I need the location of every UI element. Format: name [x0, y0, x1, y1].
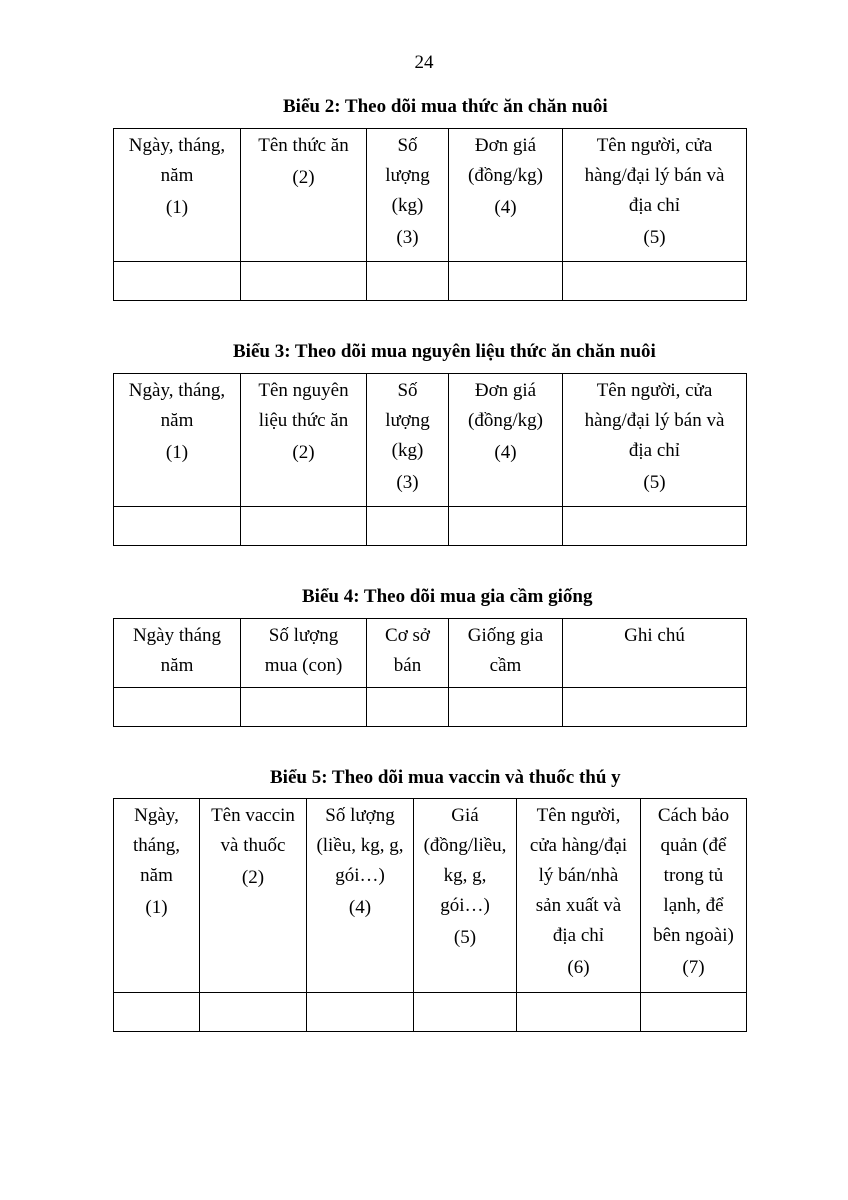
header-line: (liều, kg, g, [316, 835, 404, 856]
header-line: Đơn giá [474, 135, 537, 156]
header-line: (kg) [391, 195, 424, 216]
table-3-header-cell [563, 374, 747, 507]
header-line: năm [140, 865, 173, 886]
header-line: quản (để [660, 835, 727, 856]
table-4-empty-cell [114, 688, 241, 727]
page-number: 24 [414, 52, 434, 73]
table-4-header-cell [241, 619, 367, 688]
header-line: (3) [396, 227, 419, 248]
header-cell-text [641, 799, 746, 983]
table-5-empty-cell [641, 993, 747, 1032]
header-line: và thuốc [220, 835, 286, 856]
header-cell-text [114, 799, 199, 923]
table-5-empty-cell [114, 993, 200, 1032]
table-4-header-row [114, 619, 747, 688]
table-4-empty-cell [367, 688, 449, 727]
header-line: bên ngoài) [653, 925, 734, 946]
table-3-empty-row [114, 507, 747, 546]
header-cell-text [114, 129, 240, 223]
header-line: Tên người, [536, 805, 621, 826]
header-line: Ghi chú [624, 625, 685, 646]
header-line: Số [397, 135, 418, 156]
header-line: bán [393, 655, 422, 676]
header-cell-text [241, 619, 366, 681]
header-cell-text [563, 374, 746, 498]
header-line: (5) [643, 472, 666, 493]
table-4-header-cell [367, 619, 449, 688]
header-line: (4) [348, 897, 372, 918]
table-2-header-row [114, 129, 747, 262]
header-line: địa chỉ [628, 195, 681, 216]
header-line: (đồng/kg) [468, 410, 543, 431]
table-4-empty-row [114, 688, 747, 727]
table-4 [113, 618, 747, 727]
table-2-header-cell [563, 129, 747, 262]
header-line: kg, g, [443, 865, 487, 886]
header-line: (6) [567, 957, 590, 978]
header-line: tháng, [133, 835, 180, 856]
table-4-empty-cell [563, 688, 747, 727]
header-line: Số lượng [325, 805, 395, 826]
header-line: năm [160, 655, 194, 676]
table-3-empty-cell [114, 507, 241, 546]
table-2-title: Biểu 2: Theo dõi mua thức ăn chăn nuôi [283, 96, 608, 117]
header-line: (5) [453, 927, 477, 948]
table-3-empty-cell [449, 507, 563, 546]
header-cell-text [563, 129, 746, 253]
header-line: năm [160, 165, 194, 186]
header-line: Ngày, tháng, [128, 380, 226, 401]
header-line: (2) [292, 167, 315, 188]
table-5-title: Biểu 5: Theo dõi mua vaccin và thuốc thú y [270, 767, 621, 788]
header-line: Số lượng [268, 625, 339, 646]
table-3-header-cell [241, 374, 367, 507]
header-line: Tên người, cửa [596, 380, 713, 401]
header-line: Giống gia [467, 625, 544, 646]
table-3-empty-cell [563, 507, 747, 546]
header-line: (đồng/kg) [468, 165, 543, 186]
header-line: mua (con) [264, 655, 343, 676]
table-5-header-cell [517, 799, 641, 993]
header-line: gói…) [440, 895, 490, 916]
header-cell-text [367, 374, 448, 498]
header-line: (2) [241, 867, 265, 888]
header-line: năm [160, 410, 194, 431]
table-5-header-cell [641, 799, 747, 993]
header-cell-text [563, 619, 746, 651]
header-line: trong tủ [663, 865, 724, 886]
table-5-header-row [114, 799, 747, 993]
header-line: lượng [385, 165, 430, 186]
header-line: sản xuất và [535, 895, 622, 916]
table-4-empty-cell [449, 688, 563, 727]
header-cell-text [114, 619, 240, 681]
table-4-header-cell [563, 619, 747, 688]
table-2-header-cell [114, 129, 241, 262]
table-2-empty-cell [367, 262, 449, 301]
header-cell-text [449, 374, 562, 468]
table-4-title: Biểu 4: Theo dõi mua gia cầm giống [302, 586, 593, 607]
header-line: Ngày, tháng, [128, 135, 226, 156]
table-3-header-cell [114, 374, 241, 507]
header-cell-text [367, 129, 448, 253]
table-2-empty-cell [563, 262, 747, 301]
table-3-header-cell [449, 374, 563, 507]
header-line: cửa hàng/đại [529, 835, 628, 856]
header-line: (4) [494, 442, 517, 463]
header-line: Đơn giá [474, 380, 537, 401]
header-line: (2) [292, 442, 315, 463]
table-5-empty-row [114, 993, 747, 1032]
table-3-header-cell [367, 374, 449, 507]
header-cell-text [449, 129, 562, 223]
table-5-empty-cell [200, 993, 307, 1032]
header-cell-text [449, 619, 562, 681]
header-cell-text [307, 799, 413, 923]
header-line: liệu thức ăn [258, 410, 349, 431]
header-line: Cơ sở [385, 625, 430, 646]
table-5-empty-cell [414, 993, 517, 1032]
table-2-header-cell [241, 129, 367, 262]
header-line: (4) [494, 197, 517, 218]
header-line: Tên người, cửa [596, 135, 713, 156]
table-3-header-row [114, 374, 747, 507]
header-line: Giá [451, 805, 479, 826]
table-2-header-cell [449, 129, 563, 262]
header-line: (1) [165, 442, 189, 463]
table-5-header-cell [200, 799, 307, 993]
header-line: Tên thức ăn [258, 135, 349, 156]
header-cell-text [367, 619, 448, 681]
header-line: Tên vaccin [211, 805, 295, 826]
table-5-header-cell [414, 799, 517, 993]
header-line: địa chỉ [552, 925, 605, 946]
table-2-empty-cell [241, 262, 367, 301]
header-line: Ngày tháng [132, 625, 222, 646]
table-3-empty-cell [241, 507, 367, 546]
header-cell-text [517, 799, 640, 983]
header-cell-text [200, 799, 306, 893]
table-5-empty-cell [307, 993, 414, 1032]
header-cell-text [241, 129, 366, 193]
header-line: địa chỉ [628, 440, 681, 461]
table-2-header-cell [367, 129, 449, 262]
header-line: lý bán/nhà [538, 865, 619, 886]
header-line: (kg) [391, 440, 424, 461]
table-2-empty-cell [449, 262, 563, 301]
table-5 [113, 798, 747, 1032]
header-line: (3) [396, 472, 419, 493]
header-line: cầm [489, 655, 522, 676]
table-5-empty-cell [517, 993, 641, 1032]
table-2-empty-row [114, 262, 747, 301]
table-3-title: Biểu 3: Theo dõi mua nguyên liệu thức ăn chăn nuôi [233, 341, 656, 362]
header-cell-text [241, 374, 366, 468]
header-line: Cách bảo [657, 805, 730, 826]
header-line: (7) [682, 957, 705, 978]
table-3-empty-cell [367, 507, 449, 546]
header-line: (5) [643, 227, 666, 248]
header-line: Ngày, [134, 805, 179, 826]
header-line: lạnh, để [663, 895, 724, 916]
table-4-header-cell [449, 619, 563, 688]
header-line: (1) [145, 897, 168, 918]
header-cell-text [114, 374, 240, 468]
table-4-empty-cell [241, 688, 367, 727]
table-4-header-cell [114, 619, 241, 688]
table-5-header-cell [307, 799, 414, 993]
table-5-header-cell [114, 799, 200, 993]
header-cell-text [414, 799, 516, 953]
table-2 [113, 128, 747, 301]
header-line: hàng/đại lý bán và [584, 165, 725, 186]
header-line: hàng/đại lý bán và [584, 410, 725, 431]
table-3 [113, 373, 747, 546]
header-line: gói…) [335, 865, 385, 886]
header-line: (1) [165, 197, 189, 218]
table-2-empty-cell [114, 262, 241, 301]
header-line: (đồng/liều, [423, 835, 507, 856]
header-line: lượng [385, 410, 430, 431]
header-line: Số [397, 380, 418, 401]
header-line: Tên nguyên [258, 380, 349, 401]
